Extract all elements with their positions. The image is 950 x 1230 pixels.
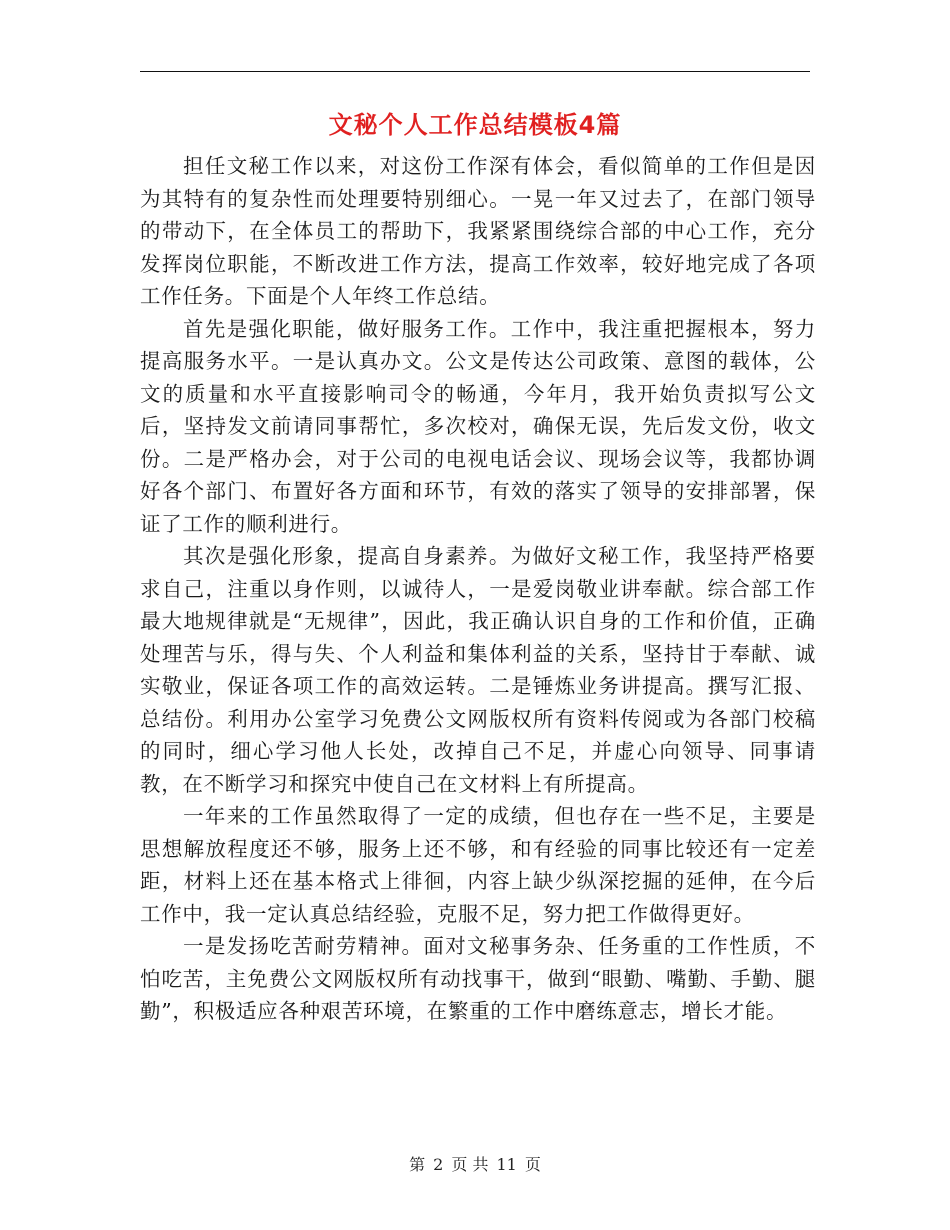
document-body bbox=[140, 150, 816, 1028]
paragraph-5: 一是发扬吃苦耐劳精神。面对文秘事务杂、任务重的工作性质，不怕吃苦，主免费公文网版权所有动找事干，做到“眼勤、嘴勤、手勤、腿勤”，积极适应各种艰苦环境，在繁重的工作中磨练意志，增长才能。 bbox=[140, 934, 816, 1023]
paragraph-2: 首先是强化职能，做好服务工作。工作中，我注重把握根本，努力提高服务水平。一是认真办文。公文是传达公司政策、意图的载体，公文的质量和水平直接影响司令的畅通，今年月，我开始负责拟写公文后，坚持发文前请同事帮忙，多次校对，确保无误，先后发文份，收文份。二是严格办会，对于公司的电视电话会议、现场会议等，我都协调好各个部门、布置好各方面和环节，有效的落实了领导的安排部署，保证了工作的顺利进行。 bbox=[140, 316, 816, 536]
total-pages-number: 11 bbox=[496, 1155, 517, 1174]
footer-suffix: 页 bbox=[524, 1155, 541, 1174]
footer-prefix: 第 bbox=[409, 1155, 426, 1174]
header-rule bbox=[140, 71, 810, 72]
document-title: 文秘个人工作总结模板4篇 bbox=[328, 111, 622, 139]
current-page-number: 2 bbox=[433, 1155, 444, 1174]
paragraph-3: 其次是强化形象，提高自身素养。为做好文秘工作，我坚持严格要求自己，注重以身作则，以诚待人，一是爱岗敬业讲奉献。综合部工作最大地规律就是“无规律”，因此，我正确认识自身的工作和价值，正确处理苦与乐，得与失、个人利益和集体利益的关系，坚持甘于奉献、诚实敬业，保证各项工作的高效运转。二是锤炼业务讲提高。撰写汇报、总结份。利用办公室学习免费公文网版权所有资料传阅或为各部门校稿的同时，细心学习他人长处，改掉自己不足，并虚心向领导、同事请教，在不断学习和探究中使自己在文材料上有所提高。 bbox=[140, 544, 816, 796]
footer-mid: 页 共 bbox=[451, 1155, 489, 1174]
page-footer bbox=[0, 1154, 950, 1176]
paragraph-1: 担任文秘工作以来，对这份工作深有体会，看似简单的工作但是因为其特有的复杂性而处理要特别细心。一晃一年又过去了，在部门领导的带动下，在全体员工的帮助下，我紧紧围绕综合部的中心工作，充分发挥岗位职能，不断改进工作方法，提高工作效率，较好地完成了各项工作任务。下面是个人年终工作总结。 bbox=[140, 154, 816, 308]
paragraph-4: 一年来的工作虽然取得了一定的成绩，但也存在一些不足，主要是思想解放程度还不够，服务上还不够，和有经验的同事比较还有一定差距，材料上还在基本格式上徘徊，内容上缺少纵深挖掘的延伸，在今后工作中，我一定认真总结经验，克服不足，努力把工作做得更好。 bbox=[140, 804, 816, 926]
